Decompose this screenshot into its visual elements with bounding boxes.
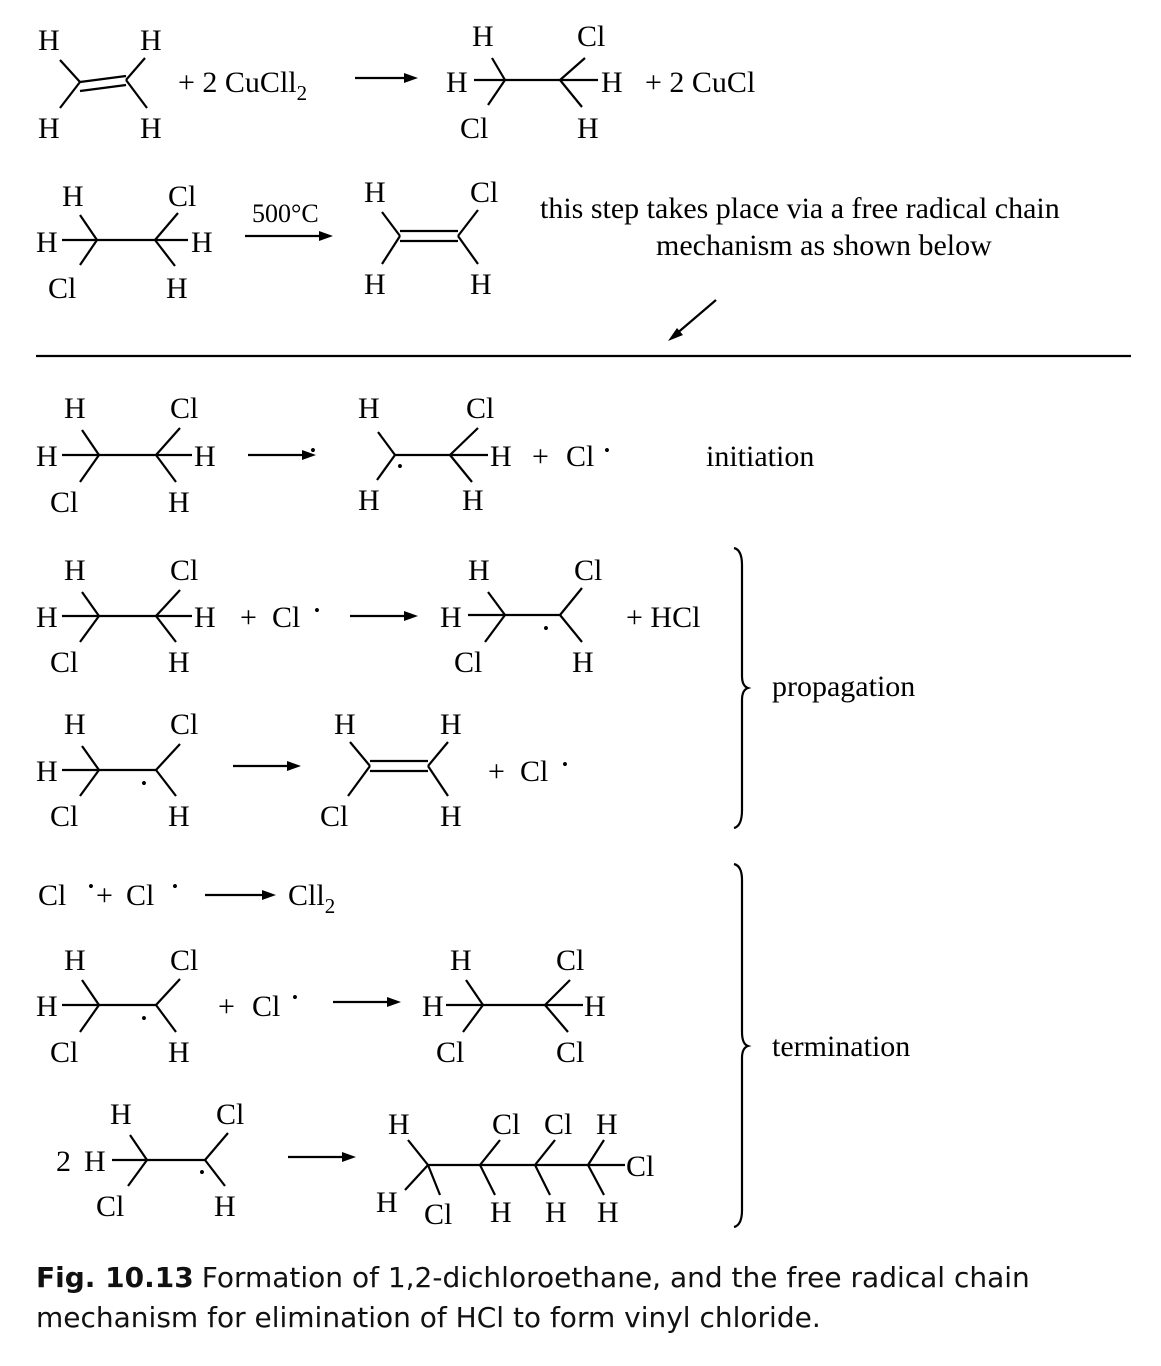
atom-label: H (64, 392, 86, 425)
atom-label: H (110, 1098, 132, 1131)
reaction-condition: 500°C (252, 199, 319, 228)
chlorine-radical: Cl (38, 879, 67, 912)
atom-label: H (422, 990, 444, 1023)
atom-label: H (191, 226, 213, 259)
atom-label: H (64, 708, 86, 741)
atom-label: H (440, 800, 462, 833)
stage-termination: termination (772, 1030, 911, 1063)
chlorine-radical: Cl (566, 440, 595, 473)
atom-label: Cl (50, 646, 79, 679)
chlorine-radical: Cl (126, 879, 155, 912)
chlorine-radical: Cl (252, 990, 281, 1023)
plus-sign: + (488, 755, 505, 788)
figure-caption (36, 1258, 1136, 1338)
product-cucl: + 2 CuCl (645, 66, 756, 99)
radical-dot: • (141, 1009, 147, 1028)
note-line-2: mechanism as shown below (656, 229, 992, 262)
atom-label: H (358, 484, 380, 517)
radical-dot: • (199, 1163, 205, 1182)
atom-label: H (440, 601, 462, 634)
atom-label: H (194, 440, 216, 473)
atom-label: Cl (170, 708, 199, 741)
radical-dot: • (310, 441, 316, 460)
atom-label: Cl (50, 800, 79, 833)
atom-label: H (38, 24, 60, 57)
atom-label: H (166, 272, 188, 305)
atom-label: Cl (577, 20, 606, 53)
atom-label: H (584, 990, 606, 1023)
atom-label: H (194, 601, 216, 634)
reagent-cucl2: + 2 CuCll$_2$ (178, 66, 308, 105)
atom-label: H (468, 554, 490, 587)
atom-label: H (446, 66, 468, 99)
atom-label: H (64, 944, 86, 977)
atom-label: Cl (170, 392, 199, 425)
atom-label: H (168, 1036, 190, 1069)
atom-label: Cl (454, 646, 483, 679)
plus-sign: + (532, 440, 549, 473)
atom-label: H (376, 1186, 398, 1219)
atom-label: Cl (556, 944, 585, 977)
atom-label: H (168, 486, 190, 519)
atom-label: Cl (626, 1150, 655, 1183)
atom-label: Cl (170, 554, 199, 587)
atom-label: H (364, 176, 386, 209)
plus-sign: + (240, 601, 257, 634)
radical-dot: • (314, 601, 320, 620)
atom-label: H (601, 66, 623, 99)
atom-label: Cl (436, 1036, 465, 1069)
atom-label: H (84, 1145, 106, 1178)
atom-label: H (440, 708, 462, 741)
atom-label: Cl (492, 1108, 521, 1141)
atom-label: Cl (470, 176, 499, 209)
atom-label: Cl (460, 112, 489, 145)
radical-dot: • (141, 774, 147, 793)
atom-label: H (577, 112, 599, 145)
atom-label: Cl (424, 1198, 453, 1231)
coefficient-two: 2 (56, 1145, 71, 1178)
atom-label: H (140, 112, 162, 145)
atom-label: Cl (320, 800, 349, 833)
atom-label: H (364, 268, 386, 301)
atom-label: Cl (48, 272, 77, 305)
product-cl2: Cll$_2$ (288, 879, 336, 918)
atom-label: H (596, 1108, 618, 1141)
arrowheads (262, 73, 683, 1162)
stage-initiation: initiation (706, 440, 815, 473)
atom-label: Cl (170, 944, 199, 977)
radical-dot: • (604, 441, 610, 460)
atom-label: H (36, 755, 58, 788)
atom-label: H (62, 180, 84, 213)
atom-label: H (388, 1108, 410, 1141)
atom-label: Cl (574, 554, 603, 587)
atom-label: Cl (216, 1098, 245, 1131)
atom-label: H (572, 646, 594, 679)
atom-label: Cl (168, 180, 197, 213)
atom-label: H (490, 440, 512, 473)
radical-dots (88, 441, 610, 1182)
stage-propagation: propagation (772, 670, 916, 703)
radical-dot: • (88, 877, 94, 896)
product-hcl: + HCl (626, 601, 701, 634)
atom-label: H (462, 484, 484, 517)
atom-label: H (214, 1190, 236, 1223)
atom-label: H (168, 646, 190, 679)
atom-label: H (168, 800, 190, 833)
atom-label: Cl (50, 1036, 79, 1069)
atom-label: H (545, 1196, 567, 1229)
radical-dot: • (562, 755, 568, 774)
radical-dot: • (292, 988, 298, 1007)
atom-label: H (38, 112, 60, 145)
note-line-1: this step takes place via a free radical chain (540, 192, 1060, 225)
atom-label: Cl (544, 1108, 573, 1141)
plus-sign: + (96, 879, 113, 912)
atom-label: H (64, 554, 86, 587)
atom-label: H (358, 392, 380, 425)
chlorine-radical: Cl (272, 601, 301, 634)
atom-label: H (450, 944, 472, 977)
atom-label: H (472, 20, 494, 53)
atom-label: H (490, 1196, 512, 1229)
atom-label: H (597, 1196, 619, 1229)
atom-label: H (36, 601, 58, 634)
atom-label: H (140, 24, 162, 57)
radical-dot: • (543, 619, 549, 638)
radical-dot: • (172, 877, 178, 896)
atom-label: Cl (96, 1190, 125, 1223)
caption-text: Formation of 1,2-dichloroethane, and the free radical chain mechanism for elimination of HCl to form vinyl chloride. (36, 1261, 1030, 1334)
caption-label: Fig. 10.13 (36, 1261, 194, 1294)
atom-label: H (36, 990, 58, 1023)
atom-label: H (470, 268, 492, 301)
chlorine-radical: Cl (520, 755, 549, 788)
atom-label: H (334, 708, 356, 741)
radical-dot: • (397, 457, 403, 476)
atom-label: Cl (466, 392, 495, 425)
atom-label: H (36, 226, 58, 259)
atom-label: Cl (556, 1036, 585, 1069)
atom-label: Cl (50, 486, 79, 519)
plus-sign: + (218, 990, 235, 1023)
atom-label: H (36, 440, 58, 473)
